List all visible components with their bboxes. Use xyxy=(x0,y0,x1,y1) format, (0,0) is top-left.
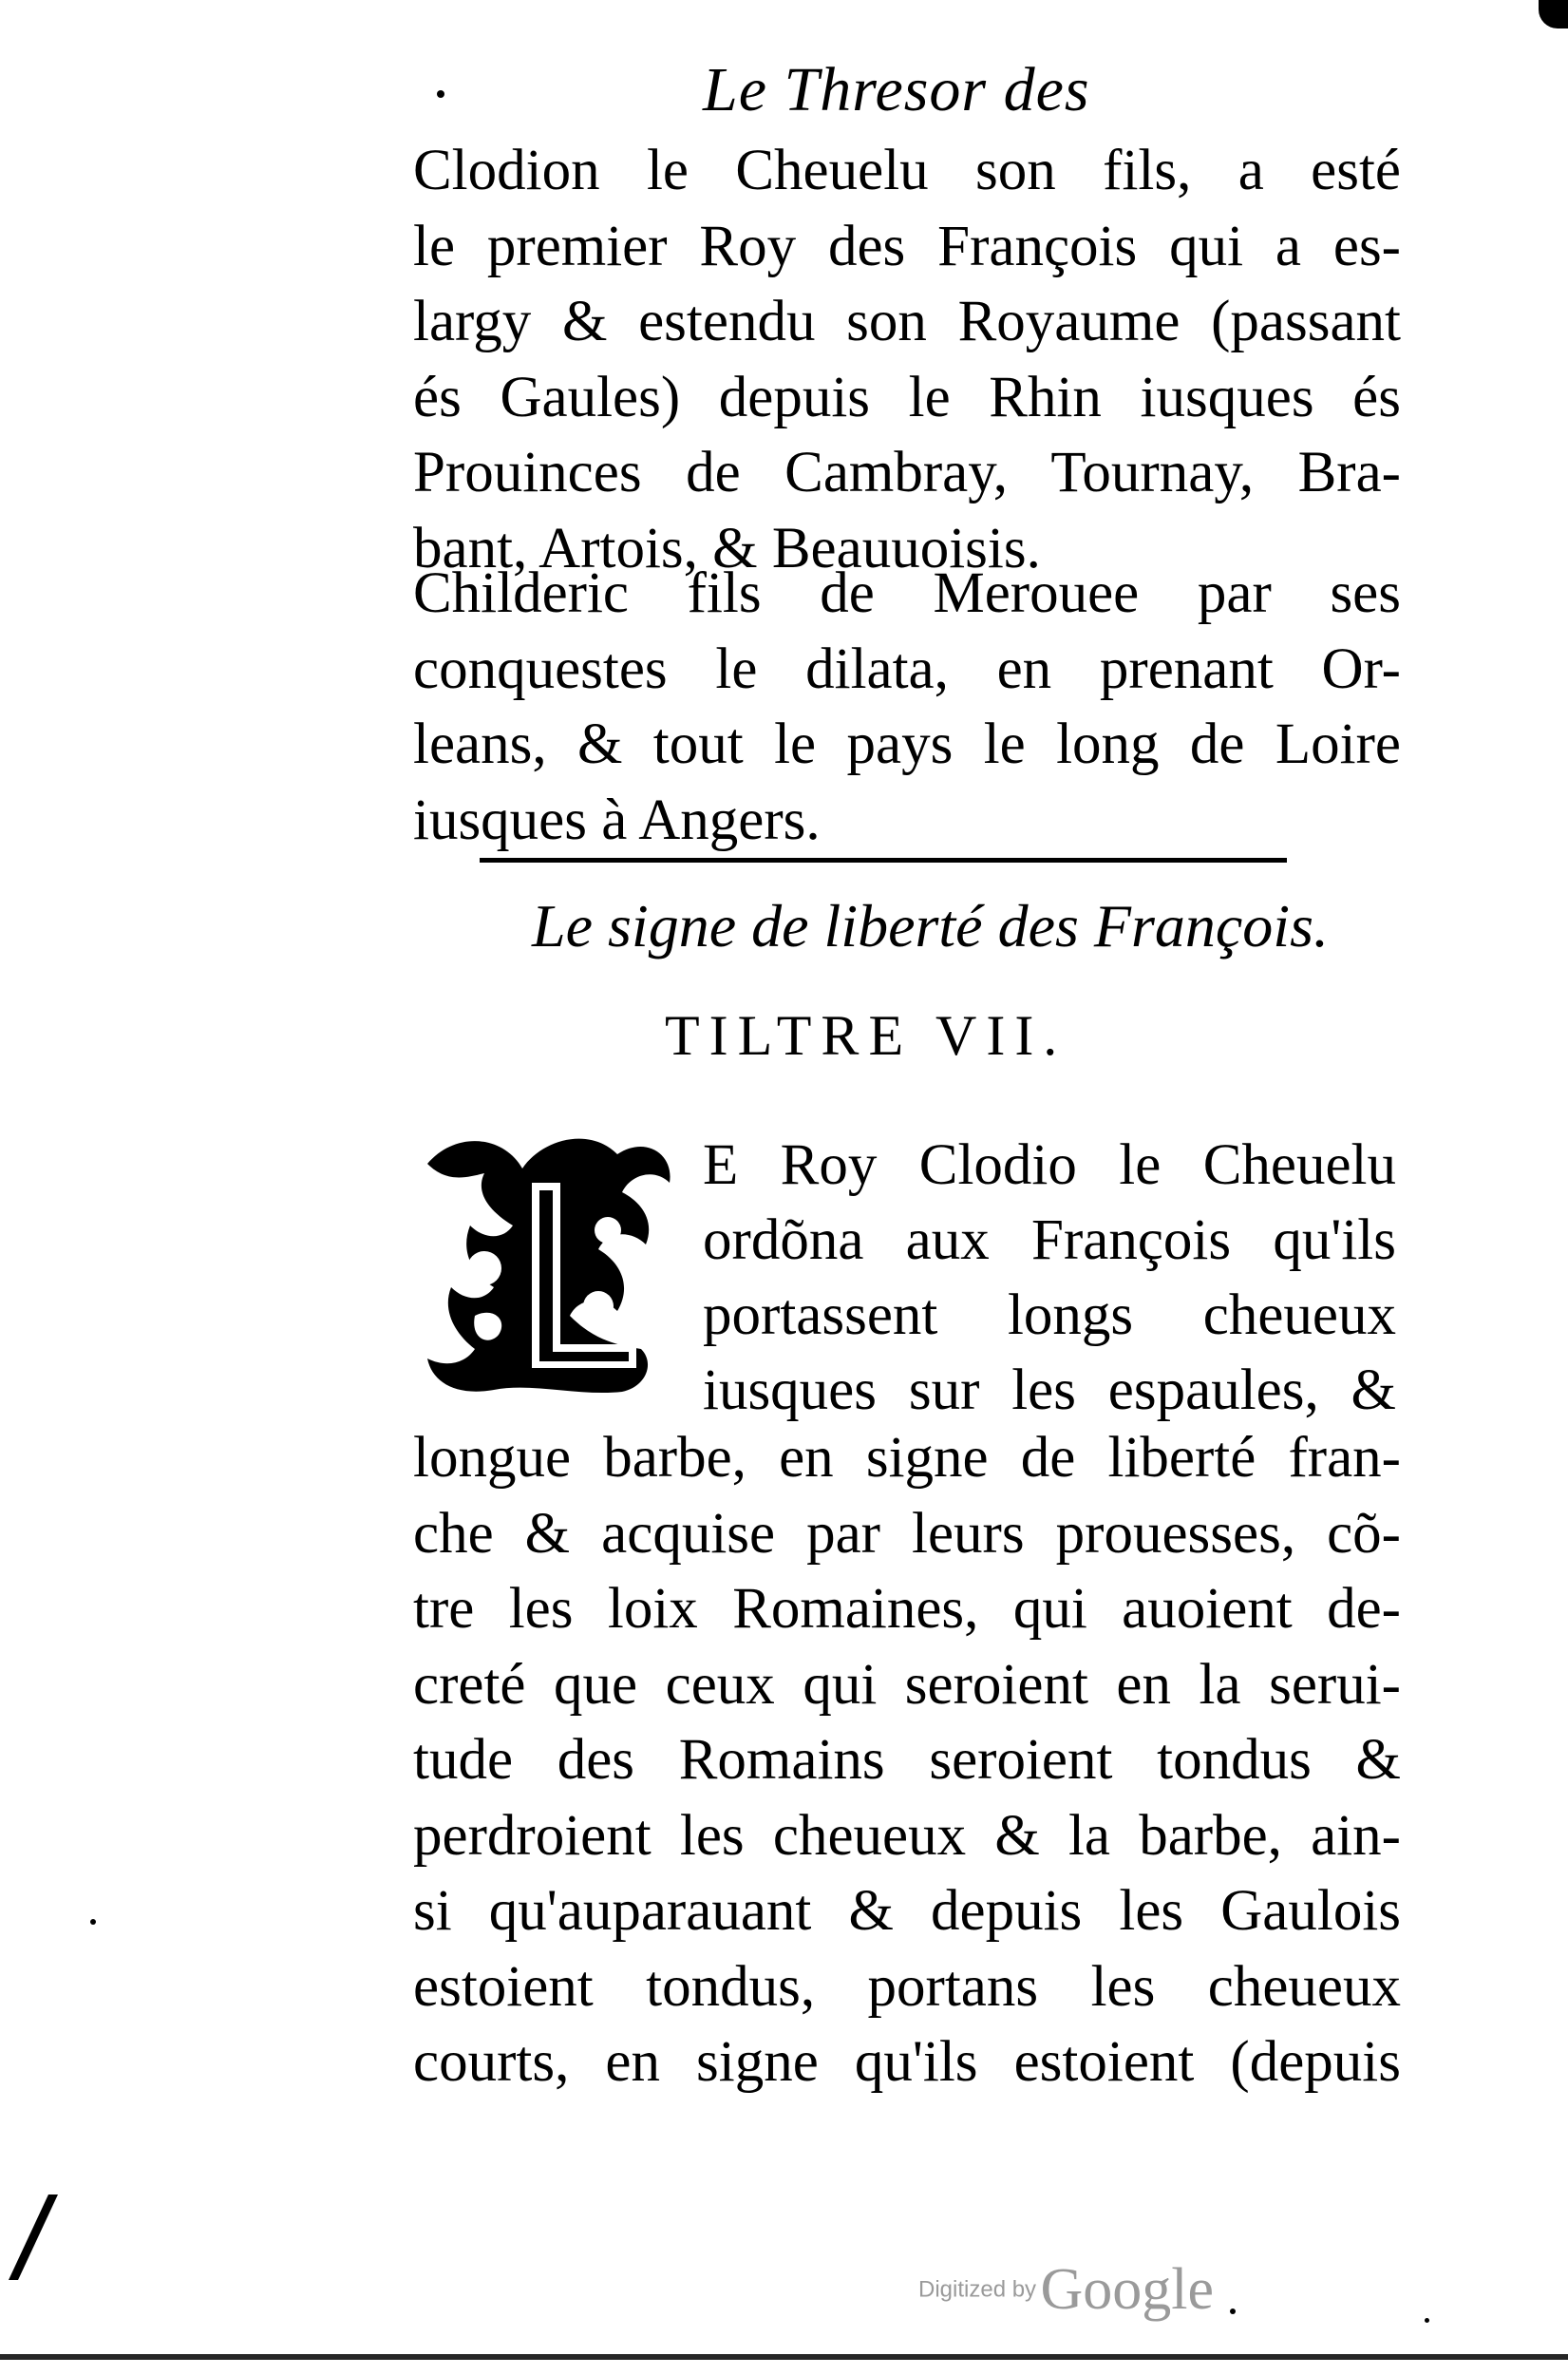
scan-corner xyxy=(1539,0,1568,28)
text-line: tude des Romains seroient tondus & xyxy=(413,1728,1401,1792)
text-line: bant, Artois, & Beauuoisis. xyxy=(413,516,1041,580)
text-line: che & acquise par leurs prouesses, cõ- xyxy=(413,1501,1401,1566)
text-line: largy & estendu son Royaume (passant xyxy=(413,290,1401,353)
text-line: iusques sur les espaules, & xyxy=(703,1358,1396,1422)
drop-cap-letter: L xyxy=(418,1126,419,1127)
digitized-by-google-watermark xyxy=(918,2256,1241,2332)
google-logo: Google xyxy=(1040,2257,1215,2322)
text-line: iusques à Angers. xyxy=(413,788,821,852)
scan-speck xyxy=(1425,2318,1429,2323)
text-line: perdroient les cheueux & la barbe, ain- xyxy=(413,1803,1401,1868)
text-line: és Gaules) depuis le Rhin iusques és xyxy=(413,365,1401,429)
text-line: ordõna aux François qu'ils xyxy=(703,1208,1396,1272)
text-line: estoient tondus, portans les cheueux xyxy=(413,1954,1401,2019)
text-line: si qu'auparauant & depuis les Gaulois xyxy=(413,1879,1401,1943)
paragraph-clodion xyxy=(413,133,1401,586)
text-line: tre les loix Romaines, qui auoient de- xyxy=(413,1577,1401,1641)
text-line: Childeric fils de Merouee par ses xyxy=(413,561,1401,625)
text-line: courts, en signe qu'ils estoient (depuis xyxy=(413,2030,1401,2094)
text-line: conquestes le dilata, en prenant Or- xyxy=(413,636,1401,701)
running-head: Le Thresor des xyxy=(703,55,1090,124)
text-line: creté que ceux qui seroient en la serui- xyxy=(413,1652,1401,1717)
text-line: E Roy Clodio le Cheuelu xyxy=(703,1133,1396,1197)
scan-speck xyxy=(437,90,444,98)
section-rule xyxy=(480,858,1287,863)
section-title: Le signe de liberté des François. xyxy=(532,892,1329,960)
text-line: portassent longs cheueux xyxy=(703,1283,1396,1347)
text-line: Prouinces de Cambray, Tournay, Bra- xyxy=(413,441,1401,504)
watermark-prefix: Digitized by xyxy=(918,2276,1037,2303)
scan-speck xyxy=(90,1919,96,1925)
chapter-heading: TILTRE VII. xyxy=(665,1004,1067,1067)
text-line: leans, & tout le pays le long de Loire xyxy=(413,712,1401,776)
paragraph-childeric xyxy=(413,556,1401,858)
scan-mark xyxy=(9,2194,58,2280)
text-line: le premier Roy des François qui a es- xyxy=(413,214,1401,278)
ornamental-initial-letter xyxy=(418,1126,684,1401)
text-line: Clodion le Cheuelu son fils, a esté xyxy=(413,139,1401,202)
text-line: longue barbe, en signe de liberté fran- xyxy=(413,1426,1401,1490)
scan-edge xyxy=(0,2354,1568,2360)
paragraph-liberty xyxy=(413,1420,1401,2100)
ornament-foliage-icon xyxy=(418,1126,684,1401)
